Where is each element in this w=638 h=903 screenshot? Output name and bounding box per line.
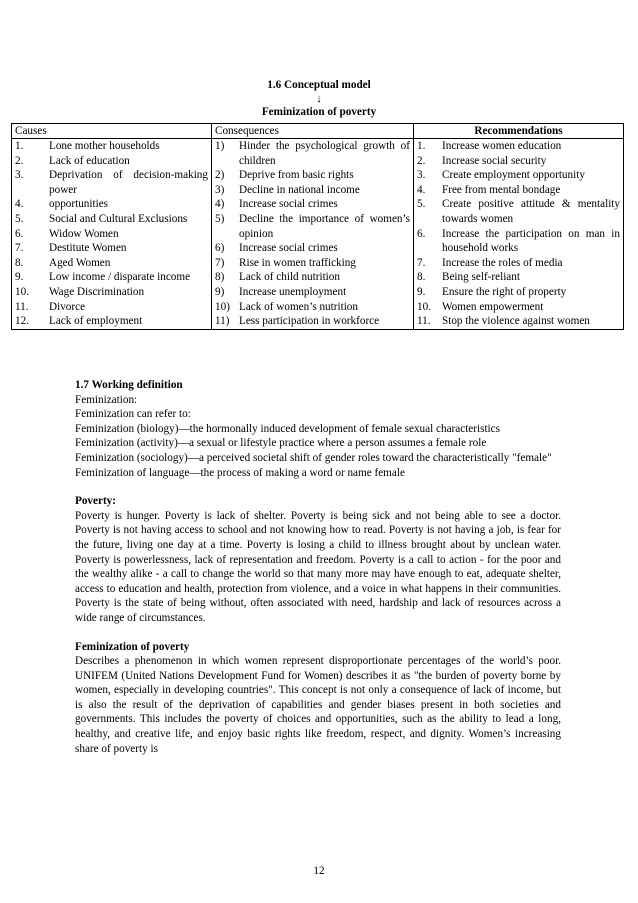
- item-number: 3.: [417, 169, 426, 182]
- feminization-of-poverty-paragraph: Describes a phenomenon in which women represent disproportionate percentages of the world’s poor. UNIFEM (United Nations Development Fund for Women) describes it as "the burden of poverty borne by women, especially in developing countries". This concept is not only a consequence of lack of income, but is also the result of the deprivation of capabilities and gender biases present in both societies and governments. This includes the poverty of choices and opportunities, such as the ability to lead a long, healthy, and creative life, and enjoy basic rights like freedom, respect, and dignity. Women’s increasing share of poverty is: [75, 655, 561, 755]
- recommendations-list: [417, 139, 620, 329]
- consequences-list: [215, 139, 410, 329]
- item-text: Increase unemployment: [239, 285, 347, 298]
- item-text: Increase the participation on man in household works: [442, 227, 620, 255]
- poverty-heading: Poverty:: [75, 495, 116, 508]
- item-text: Low income / disparate income: [49, 271, 191, 284]
- item-text: Rise in women trafficking: [239, 256, 356, 269]
- section-heading: 1.7 Working definition: [75, 379, 183, 391]
- causes-item: [15, 212, 208, 227]
- recommendations-item: [417, 183, 620, 198]
- item-text: Less participation in workforce: [239, 315, 380, 328]
- item-number: 2): [215, 169, 225, 182]
- causes-list: [15, 139, 208, 329]
- item-number: 11.: [15, 300, 29, 313]
- item-number: 7.: [417, 256, 426, 269]
- recommendations-item: [417, 256, 620, 271]
- recommendations-cell: [414, 139, 624, 330]
- poverty-paragraph: Poverty is hunger. Poverty is lack of shelter. Poverty is being sick and not being able to see a doctor. Poverty is not having access to school and not knowing how to read. Poverty is not having a job, is fear for the future, living one day at a time. Poverty is losing a child to illness brought about by unclean water. Poverty is powerlessness, lack of representation and freedom. Poverty is a call to action - for the poor and the wealthy alike - a call to change the world so that many more may have enough to eat, adequate shelter, access to education and health, protection from violence, and a voice in what happens in their communities. Poverty is the state of being without, often associated with need, hardship and lack of resources across a wide range of circumstances.: [75, 509, 561, 624]
- consequences-item: [215, 314, 410, 329]
- item-text: Destitute Women: [49, 242, 127, 255]
- item-number: 9): [215, 285, 225, 298]
- item-number: 4.: [15, 198, 24, 211]
- recommendations-item: [417, 314, 620, 329]
- page-number: 12: [313, 865, 325, 877]
- item-number: 8.: [417, 271, 426, 284]
- feminization-label: Feminization:: [75, 393, 138, 406]
- causes-item: [15, 300, 208, 315]
- item-number: 11): [215, 315, 230, 328]
- item-number: 5.: [417, 198, 426, 211]
- item-number: 6.: [15, 227, 24, 240]
- recommendations-item: [417, 227, 620, 256]
- item-text: Lack of child nutrition: [239, 271, 340, 284]
- feminization-of-poverty-heading: Feminization of poverty: [75, 640, 190, 653]
- recommendations-item: [417, 270, 620, 285]
- item-number: 10.: [15, 285, 29, 298]
- consequences-item: [215, 212, 410, 241]
- causes-item: [15, 227, 208, 242]
- causes-item: [15, 154, 208, 169]
- consequences-item: [215, 241, 410, 256]
- item-text: Women empowerment: [442, 300, 544, 313]
- item-number: 12.: [15, 315, 29, 328]
- definition-item: Feminization (sociology)—a perceived societal shift of gender roles toward the characteristically "female": [75, 451, 552, 464]
- causes-item: [15, 139, 208, 154]
- item-text: Decline in national income: [239, 183, 360, 196]
- causes-item: [15, 314, 208, 329]
- definition-item: Feminization (activity)—a sexual or lifestyle practice where a person assumes a female role: [75, 437, 487, 450]
- item-number: 5.: [15, 212, 24, 225]
- causes-item: [15, 270, 208, 285]
- conceptual-model-table: [11, 123, 624, 330]
- recommendations-item: [417, 285, 620, 300]
- item-text: Being self-reliant: [442, 271, 520, 284]
- item-number: 6): [215, 242, 225, 255]
- item-text: Hinder the psychological growth of children: [239, 140, 410, 167]
- causes-item: [15, 241, 208, 256]
- recommendations-item: [417, 154, 620, 169]
- model-subtitle: Feminization of poverty: [261, 105, 377, 118]
- column-header-causes: Causes: [12, 124, 212, 139]
- consequences-cell: [212, 139, 414, 330]
- item-text: Increase social crimes: [239, 242, 338, 255]
- consequences-item: [215, 168, 410, 183]
- causes-cell: [12, 139, 212, 330]
- item-number: 2.: [15, 154, 24, 167]
- item-number: 1.: [15, 140, 24, 152]
- item-text: Ensure the right of property: [442, 285, 567, 298]
- causes-item: [15, 285, 208, 300]
- item-text: Deprive from basic rights: [239, 169, 354, 182]
- item-text: Lone mother households: [49, 140, 160, 152]
- item-text: opportunities: [49, 198, 109, 211]
- item-number: 5): [215, 212, 225, 225]
- item-text: Decline the importance of women’s opinion: [239, 212, 410, 240]
- item-number: 4.: [417, 183, 426, 196]
- working-definition-section: [75, 378, 561, 756]
- recommendations-item: [417, 197, 620, 226]
- causes-item: [15, 197, 208, 212]
- item-number: 11.: [417, 315, 431, 328]
- item-text: Widow Women: [49, 227, 119, 240]
- item-text: Create employment opportunity: [442, 169, 585, 182]
- item-number: 8): [215, 271, 225, 284]
- item-number: 10.: [417, 300, 431, 313]
- item-number: 7): [215, 256, 225, 269]
- consequences-item: [215, 183, 410, 198]
- item-number: 1): [215, 140, 225, 152]
- item-number: 2.: [417, 154, 426, 167]
- item-number: 10): [215, 300, 230, 313]
- consequences-item: [215, 197, 410, 212]
- consequences-item: [215, 256, 410, 271]
- item-text: Deprivation of decision-making power: [49, 169, 208, 196]
- column-header-recommendations: Recommendations: [414, 124, 624, 139]
- recommendations-item: [417, 168, 620, 183]
- item-number: 9.: [417, 285, 426, 298]
- causes-item: [15, 168, 208, 197]
- item-number: 4): [215, 198, 225, 211]
- item-number: 7.: [15, 242, 24, 255]
- item-text: Lack of employment: [49, 315, 143, 328]
- consequences-item: [215, 285, 410, 300]
- down-arrow-icon: ↓: [316, 92, 322, 105]
- item-text: Lack of women’s nutrition: [239, 300, 358, 313]
- causes-item: [15, 256, 208, 271]
- definition-item: Feminization (biology)—the hormonally induced development of female sexual characteristics: [75, 422, 500, 435]
- item-text: Increase social security: [442, 154, 547, 167]
- item-text: Free from mental bondage: [442, 183, 561, 196]
- consequences-item: [215, 139, 410, 168]
- item-text: Create positive attitude & mentality towards women: [442, 198, 620, 225]
- item-text: Wage Discrimination: [49, 285, 145, 298]
- item-text: Increase the roles of media: [442, 256, 563, 269]
- item-text: Aged Women: [49, 256, 111, 269]
- item-number: 8.: [15, 256, 24, 269]
- section-title: 1.6 Conceptual model: [267, 79, 371, 91]
- consequences-item: [215, 270, 410, 285]
- feminization-intro: Feminization can refer to:: [75, 408, 191, 421]
- recommendations-item: [417, 300, 620, 315]
- column-header-consequences: Consequences: [212, 124, 414, 139]
- item-text: Lack of education: [49, 154, 130, 167]
- recommendations-item: [417, 139, 620, 154]
- consequences-item: [215, 300, 410, 315]
- item-text: Divorce: [49, 300, 86, 313]
- item-number: 9.: [15, 271, 24, 284]
- item-number: 3): [215, 183, 225, 196]
- item-text: Social and Cultural Exclusions: [49, 212, 188, 225]
- item-text: Stop the violence against women: [442, 315, 590, 328]
- page-header: [0, 78, 638, 119]
- item-number: 1.: [417, 140, 426, 152]
- item-text: Increase women education: [442, 140, 562, 152]
- item-number: 3.: [15, 169, 24, 182]
- item-number: 6.: [417, 227, 426, 240]
- definition-item: Feminization of language—the process of making a word or name female: [75, 466, 405, 479]
- item-text: Increase social crimes: [239, 198, 338, 211]
